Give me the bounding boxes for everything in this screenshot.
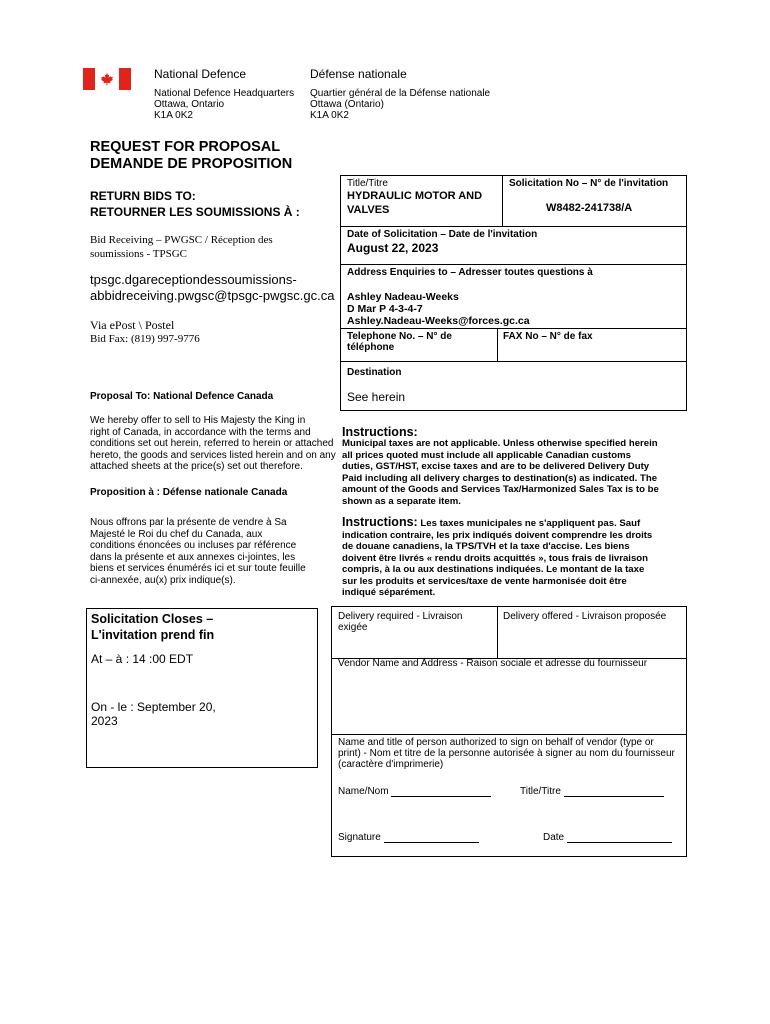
offer-text-fr: [90, 517, 306, 586]
contact-name: Ashley Nadeau-Weeks: [347, 291, 459, 303]
date-label: Date of Solicitation – Date de l'invitation: [347, 229, 538, 240]
address-en-line: K1A 0K2: [154, 110, 193, 121]
return-bids-heading: [90, 188, 300, 220]
authorized-label-line: (caractère d'imprimerie): [338, 759, 444, 770]
instructions-en-line: shown as a separate item.: [342, 495, 461, 507]
vendor-box: [331, 606, 687, 857]
address-fr-line: K1A 0K2: [310, 110, 349, 121]
date-field-label: Date: [543, 832, 565, 843]
signature-input-line[interactable]: [384, 831, 479, 843]
solicitation-no-label: Solicitation No – N° de l'invitation: [509, 178, 669, 189]
address-en: [154, 88, 294, 121]
instructions-en-line: duties, GST/HST, excise taxes and are to be delivered Delivery Duty: [342, 461, 650, 472]
date-field[interactable]: [543, 831, 672, 843]
bid-fax: Bid Fax: (819) 997-9776: [90, 333, 200, 345]
closing-time: At – à : 14 :00 EDT: [91, 652, 194, 666]
instructions-heading-fr: Instructions:: [342, 515, 418, 529]
return-bids-heading-fr: RETOURNER LES SOUMISSIONS À :: [90, 205, 300, 219]
title-label: Title/Titre: [347, 178, 388, 189]
proposal-to-label: Proposal To: National Defence Canada: [90, 391, 274, 402]
signature-field[interactable]: [338, 831, 479, 843]
page-title-fr: DEMANDE DE PROPOSITION: [90, 156, 293, 172]
offer-en-line: attached sheets at the price(s) set out therefore.: [90, 461, 303, 472]
date-input-line[interactable]: [567, 831, 672, 843]
closes-title-line: Solicitation Closes –: [91, 612, 214, 626]
closing-date-line: 2023: [91, 714, 118, 728]
title-value: [347, 189, 482, 217]
contact-code: D Mar P 4-3-4-7: [347, 303, 423, 315]
telephone-label: [347, 331, 452, 353]
divider: [340, 226, 687, 227]
instructions-fr-line: Les taxes municipales ne s'appliquent pas. Sauf: [420, 518, 641, 529]
instructions-en-line: all prices quoted must include all applicable Canadian customs: [342, 449, 631, 461]
title-field-label: Title/Titre: [520, 786, 561, 797]
instructions-fr-first-line: [342, 517, 652, 530]
vendor-name-address-label: Vendor Name and Address - Raison sociale et adresse du fournisseur: [338, 658, 648, 669]
offer-fr-line: biens et services énumérés ici et sur toute feuille: [90, 563, 306, 574]
bid-email[interactable]: [90, 272, 334, 304]
signature-label: Signature: [338, 832, 381, 843]
instructions-fr-line: de douane canadiens, la TPS/TVH et la taxe d'accise. Les biens: [342, 541, 630, 552]
instructions-fr-line: compris, à la ou aux destinations indiquées. Le montant de la taxe: [342, 564, 645, 575]
closing-date-line: On - le : September 20,: [91, 700, 216, 714]
offer-en-line: conditions set out herein, referred to herein or attached: [90, 438, 334, 449]
divider: [340, 361, 687, 362]
solicitation-closes-title: [91, 611, 214, 643]
fax-label: FAX No – N° de fax: [503, 331, 593, 342]
address-en-line: National Defence Headquarters: [154, 88, 295, 99]
org-name-fr: Défense nationale: [310, 67, 407, 81]
contact-email[interactable]: Ashley.Nadeau-Weeks@forces.gc.ca: [347, 315, 530, 327]
divider: [340, 328, 687, 329]
title-input-line[interactable]: [564, 785, 664, 797]
divider: [497, 606, 498, 659]
instructions-en-line: Paid including all delivery charges to destination(s) as indicated. The: [342, 472, 658, 484]
destination-label: Destination: [347, 367, 402, 378]
offer-fr-line: ci-annexée, au(x) prix indique(s).: [90, 574, 236, 586]
authorized-label-line: Name and title of person authorized to sign on behalf of vendor (type or: [338, 737, 654, 748]
enquiries-label: Address Enquiries to – Adresser toutes questions à: [347, 267, 593, 278]
divider: [502, 175, 503, 227]
instructions-en-line: Municipal taxes are not applicable. Unless otherwise specified herein: [342, 438, 658, 449]
delivery-required: [338, 611, 463, 633]
authorized-person-label: [338, 737, 675, 770]
offer-fr-line: Nous offrons par la présente de vendre à Sa: [90, 517, 287, 528]
bid-receiving-line: soumissions - TPSGC: [90, 248, 187, 260]
page-title-en: REQUEST FOR PROPOSAL: [90, 139, 281, 155]
maple-leaf-icon: [100, 72, 114, 86]
divider: [340, 264, 687, 265]
title-field[interactable]: [520, 785, 664, 797]
divider: [497, 328, 498, 362]
org-name-en: National Defence: [154, 67, 247, 81]
delivery-offered: Delivery offered - Livraison proposée: [503, 611, 667, 622]
return-bids-heading-en: RETURN BIDS TO:: [90, 189, 196, 203]
title-value-line: HYDRAULIC MOTOR AND: [347, 190, 483, 202]
name-label: Name/Nom: [338, 786, 389, 797]
instructions-heading-en: Instructions:: [342, 425, 418, 439]
solicitation-no: W8482-241738/A: [546, 202, 633, 214]
date-value: August 22, 2023: [347, 241, 439, 255]
instructions-fr-line: sur les produits et services/taxe de vente harmonisée doit être: [342, 575, 627, 587]
delivery-required-line: exigée: [338, 622, 368, 633]
closes-title-line: L'invitation prend fin: [91, 628, 215, 642]
bid-receiving: [90, 233, 273, 261]
name-input-line[interactable]: [391, 785, 491, 797]
page-title: [90, 139, 292, 173]
address-fr: [310, 88, 490, 121]
delivery-required-line: Delivery required - Livraison: [338, 611, 463, 622]
telephone-label-line: Telephone No. – N° de: [347, 331, 452, 342]
closing-date: [91, 700, 216, 728]
instructions-fr-line: indiqué séparément.: [342, 587, 436, 598]
instructions-text-fr: [342, 517, 652, 599]
divider: [331, 734, 687, 735]
address-en-line: Ottawa, Ontario: [154, 99, 225, 110]
offer-text-en: [90, 415, 336, 473]
address-fr-line: Quartier général de la Défense nationale: [310, 88, 491, 99]
name-field[interactable]: [338, 785, 491, 797]
address-fr-line: Ottawa (Ontario): [310, 99, 384, 110]
bid-receiving-line: Bid Receiving – PWGSC / Réception des: [90, 234, 273, 246]
bid-email-line[interactable]: tpsgc.dgareceptiondessoumissions-: [90, 272, 297, 287]
via-epost: Via ePost \ Postel: [90, 318, 175, 332]
instructions-text-en: [342, 438, 659, 507]
title-value-line: VALVES: [347, 204, 390, 216]
instructions-fr-line: indication contraire, les prix indiqués doivent comprendre les droits: [342, 529, 653, 541]
canada-flag-icon: [83, 68, 131, 90]
instructions-en-line: amount of the Goods and Services Tax/Harmonized Sales Tax is to be: [342, 484, 659, 495]
offer-en-line: hereto, the goods and services listed herein and on any: [90, 449, 336, 461]
instructions-fr-line: doivent être livrés « rendu droits acquittés », tous frais de livraison: [342, 552, 649, 564]
telephone-label-line: téléphone: [347, 342, 395, 353]
bid-email-line[interactable]: abbidreceiving.pwgsc@tpsgc-pwgsc.gc.ca: [90, 288, 335, 303]
offer-en-line: We hereby offer to sell to His Majesty the King in: [90, 415, 306, 426]
proposal-to-label-fr: Proposition à : Défense nationale Canada: [90, 487, 288, 498]
offer-fr-line: dans la présente et aux annexes ci-jointes, les: [90, 551, 296, 563]
offer-en-line: right of Canada, in accordance with the terms and: [90, 426, 311, 438]
authorized-label-line: print) - Nom et titre de la personne autorisée à signer au nom du fournisseur: [338, 748, 675, 759]
offer-fr-line: conditions énoncées ou incluses par référence: [90, 540, 297, 551]
destination-value: See herein: [347, 390, 406, 404]
contact-info: [347, 291, 530, 327]
offer-fr-line: Majesté le Roi du chef du Canada, aux: [90, 528, 263, 540]
